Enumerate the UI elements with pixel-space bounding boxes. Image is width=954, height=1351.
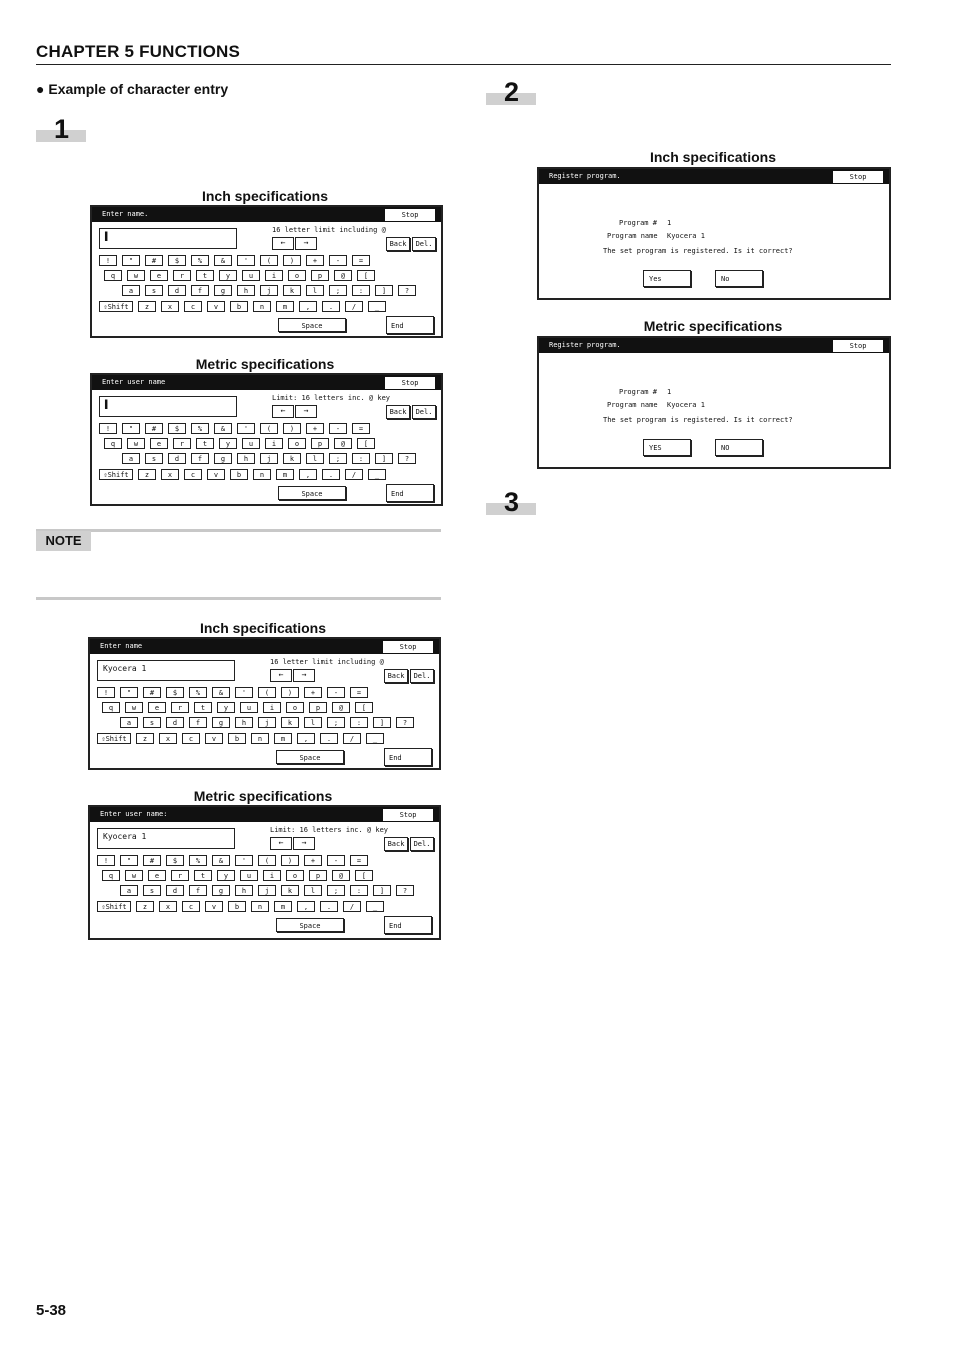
delete-button[interactable]: Del. <box>410 669 434 683</box>
name-input-field[interactable]: Kyocera 1 <box>97 828 235 849</box>
keyboard-key[interactable]: n <box>253 301 271 312</box>
keyboard-key[interactable]: = <box>350 855 368 866</box>
keyboard-key[interactable]: ( <box>258 855 276 866</box>
keyboard-key[interactable]: , <box>297 733 315 744</box>
keyboard-key[interactable]: r <box>173 438 191 449</box>
panel-title: Enter name <box>100 642 143 650</box>
keyboard-key[interactable]: x <box>159 733 177 744</box>
keyboard-key[interactable]: / <box>343 901 361 912</box>
keyboard-key[interactable]: m <box>276 469 294 480</box>
cursor-right-button[interactable]: → <box>293 837 315 850</box>
keyboard-key[interactable]: - <box>329 255 347 266</box>
keyboard-key[interactable]: , <box>299 301 317 312</box>
keyboard-key[interactable]: t <box>194 702 212 713</box>
keyboard-key[interactable]: ; <box>329 453 347 464</box>
keyboard-key[interactable]: y <box>217 702 235 713</box>
keyboard-key[interactable]: j <box>260 285 278 296</box>
stop-button[interactable]: Stop <box>383 641 433 653</box>
keyboard-key[interactable]: @ <box>332 702 350 713</box>
cursor-right-button[interactable]: → <box>295 405 317 418</box>
keyboard-key[interactable]: ( <box>260 423 278 434</box>
note-label: NOTE <box>36 531 91 551</box>
keyboard-key[interactable]: q <box>102 702 120 713</box>
stop-button[interactable]: Stop <box>385 377 435 389</box>
header-rule <box>36 64 891 65</box>
program-number-value: 1 <box>667 388 672 396</box>
keyboard-key[interactable]: k <box>283 453 301 464</box>
keyboard-key[interactable]: o <box>286 702 304 713</box>
caption-metric-2: Metric specifications <box>193 788 333 804</box>
keyboard-key[interactable]: v <box>207 469 225 480</box>
keyboard-key[interactable]: q <box>104 270 122 281</box>
keyboard-key[interactable]: g <box>214 453 232 464</box>
note-top-rule <box>36 529 441 532</box>
keyboard-key[interactable]: _ <box>366 901 384 912</box>
keyboard-key[interactable]: l <box>306 285 324 296</box>
keyboard-key[interactable]: - <box>327 687 345 698</box>
keyboard-key[interactable]: q <box>102 870 120 881</box>
shift-icon: ⇧ <box>103 303 108 311</box>
keyboard-key[interactable]: # <box>143 687 161 698</box>
keyboard-key[interactable]: m <box>274 733 292 744</box>
keyboard-key[interactable]: z <box>138 469 156 480</box>
section-title: ● Example of character entry <box>36 81 229 97</box>
keyboard-key[interactable]: ? <box>396 717 414 728</box>
keyboard-key[interactable]: % <box>189 687 207 698</box>
keyboard-key[interactable]: ] <box>373 717 391 728</box>
step-marker-2 <box>486 77 536 107</box>
delete-button[interactable]: Del. <box>410 837 434 851</box>
keyboard-key[interactable]: h <box>235 885 253 896</box>
caption-inch-3: Inch specifications <box>649 149 777 165</box>
keyboard-key[interactable]: c <box>182 901 200 912</box>
keyboard-key[interactable]: a <box>122 453 140 464</box>
keyboard-key[interactable]: e <box>150 438 168 449</box>
keyboard-key[interactable]: n <box>251 901 269 912</box>
panel-title: Enter user name: <box>100 810 168 818</box>
yes-button[interactable]: YES <box>643 439 691 456</box>
keyboard-key[interactable]: $ <box>166 687 184 698</box>
keyboard-key[interactable]: o <box>286 870 304 881</box>
keyboard-key[interactable]: r <box>173 270 191 281</box>
shift-key[interactable] <box>97 901 131 912</box>
panel-title-bar <box>539 338 889 353</box>
keyboard-key[interactable]: : <box>352 285 370 296</box>
keyboard-key[interactable]: b <box>230 469 248 480</box>
stop-button[interactable]: Stop <box>383 809 433 821</box>
panel-title: Enter name. <box>102 210 149 218</box>
keyboard-key[interactable]: % <box>191 423 209 434</box>
cursor-left-button[interactable]: ← <box>270 837 292 850</box>
keyboard-key[interactable]: f <box>189 717 207 728</box>
shift-key[interactable] <box>99 301 133 312</box>
keyboard-key[interactable]: ) <box>283 255 301 266</box>
program-number-label: Program # <box>619 219 657 227</box>
keyboard-key[interactable]: # <box>143 855 161 866</box>
keyboard-key[interactable]: b <box>230 301 248 312</box>
entry-panel-metric <box>90 373 443 506</box>
space-key[interactable]: Space <box>278 486 346 500</box>
keyboard-key[interactable]: # <box>145 423 163 434</box>
shift-key[interactable] <box>99 469 133 480</box>
keyboard-key[interactable]: d <box>166 885 184 896</box>
panel-title-bar <box>539 169 889 184</box>
keyboard-key[interactable]: u <box>242 438 260 449</box>
space-key[interactable]: Space <box>278 318 346 332</box>
shift-label: Shift <box>107 471 129 479</box>
panel-title-bar <box>92 207 441 222</box>
keyboard-key[interactable]: = <box>350 687 368 698</box>
keyboard-key[interactable]: e <box>150 270 168 281</box>
keyboard-key[interactable]: ! <box>97 855 115 866</box>
keyboard-key[interactable]: r <box>171 702 189 713</box>
keyboard-key[interactable]: l <box>306 453 324 464</box>
caption-metric-3: Metric specifications <box>643 318 783 334</box>
keyboard-key[interactable]: ! <box>97 687 115 698</box>
no-button[interactable]: No <box>715 270 763 287</box>
limit-note: 16 letter limit including @ <box>272 226 386 234</box>
keyboard-key[interactable]: t <box>196 438 214 449</box>
keyboard-key[interactable]: # <box>145 255 163 266</box>
keyboard-key[interactable]: j <box>258 717 276 728</box>
cursor-right-button[interactable]: → <box>295 237 317 250</box>
keyboard-key[interactable]: a <box>120 885 138 896</box>
keyboard-key[interactable]: w <box>125 870 143 881</box>
delete-button[interactable]: Del. <box>412 237 436 251</box>
keyboard-key[interactable]: : <box>352 453 370 464</box>
back-button[interactable]: Back <box>386 405 410 419</box>
keyboard-key[interactable]: h <box>237 285 255 296</box>
keyboard-key[interactable]: / <box>343 733 361 744</box>
keyboard-key[interactable]: ; <box>329 285 347 296</box>
keyboard-key[interactable]: q <box>104 438 122 449</box>
keyboard-key[interactable]: @ <box>334 438 352 449</box>
step-number: 2 <box>504 77 520 107</box>
keyboard-key[interactable]: n <box>251 733 269 744</box>
keyboard-key[interactable]: v <box>205 901 223 912</box>
keyboard-key[interactable]: + <box>306 423 324 434</box>
caption-inch-1: Inch specifications <box>201 188 329 204</box>
keyboard-key[interactable]: ) <box>283 423 301 434</box>
keyboard-key[interactable]: & <box>214 255 232 266</box>
keyboard-key[interactable]: l <box>304 885 322 896</box>
keyboard-key[interactable]: : <box>350 885 368 896</box>
name-input-field[interactable]: Kyocera 1 <box>97 660 235 681</box>
program-number-value: 1 <box>667 219 672 227</box>
cursor-left-button[interactable]: ← <box>270 669 292 682</box>
entry-panel-inch-filled <box>88 637 441 770</box>
back-button[interactable]: Back <box>384 669 408 683</box>
keyboard-key[interactable]: s <box>145 285 163 296</box>
end-button[interactable]: End <box>386 484 434 502</box>
keyboard-key[interactable]: " <box>122 255 140 266</box>
keyboard-key[interactable]: w <box>127 270 145 281</box>
step-number: 3 <box>504 487 520 517</box>
panel-title: Register program. <box>549 341 621 349</box>
keyboard-key[interactable]: " <box>122 423 140 434</box>
keyboard-key[interactable]: [ <box>357 270 375 281</box>
keyboard-key[interactable]: j <box>260 453 278 464</box>
keyboard-key[interactable]: + <box>306 255 324 266</box>
keyboard-key[interactable]: g <box>212 885 230 896</box>
keyboard-key[interactable]: b <box>228 733 246 744</box>
keyboard-key[interactable]: e <box>148 870 166 881</box>
space-key[interactable]: Space <box>276 918 344 932</box>
shift-key[interactable] <box>97 733 131 744</box>
keyboard-key[interactable]: ; <box>327 717 345 728</box>
space-key[interactable]: Space <box>276 750 344 764</box>
keyboard-key[interactable]: & <box>212 855 230 866</box>
keyboard-key[interactable]: v <box>207 301 225 312</box>
end-button[interactable]: End <box>386 316 434 334</box>
keyboard-key[interactable]: j <box>258 885 276 896</box>
keyboard-key[interactable]: - <box>327 855 345 866</box>
caption-metric-1: Metric specifications <box>195 356 335 372</box>
keyboard-key[interactable]: % <box>189 855 207 866</box>
cursor-left-button[interactable]: ← <box>272 237 294 250</box>
keyboard-key[interactable]: ? <box>398 285 416 296</box>
keyboard-key[interactable]: x <box>159 901 177 912</box>
keyboard-key[interactable]: ? <box>396 885 414 896</box>
entry-panel-inch <box>90 205 443 338</box>
stop-button[interactable]: Stop <box>833 340 883 352</box>
keyboard-key[interactable]: ] <box>373 885 391 896</box>
panel-title-bar <box>90 807 439 822</box>
keyboard-key[interactable]: $ <box>166 855 184 866</box>
keyboard-key[interactable]: h <box>235 717 253 728</box>
entry-panel-metric-filled <box>88 805 441 940</box>
keyboard-key[interactable]: = <box>352 255 370 266</box>
keyboard-key[interactable]: ' <box>237 423 255 434</box>
step-number: 1 <box>54 114 70 144</box>
keyboard-key[interactable]: s <box>143 885 161 896</box>
keyboard-key[interactable]: y <box>217 870 235 881</box>
end-button[interactable]: End <box>384 916 432 934</box>
keyboard-key[interactable]: : <box>350 717 368 728</box>
keyboard-key[interactable]: v <box>205 733 223 744</box>
shift-label: Shift <box>105 735 127 743</box>
keyboard-key[interactable]: [ <box>357 438 375 449</box>
program-name-label: Program name <box>607 232 658 240</box>
confirm-question: The set program is registered. Is it correct? <box>603 416 793 424</box>
keyboard-key[interactable]: u <box>240 702 258 713</box>
keyboard-key[interactable]: a <box>120 717 138 728</box>
panel-title: Enter user name <box>102 378 166 386</box>
keyboard-key[interactable]: / <box>345 469 363 480</box>
no-button[interactable]: NO <box>715 439 763 456</box>
step-marker-3 <box>486 487 536 517</box>
keyboard-key[interactable]: b <box>228 901 246 912</box>
keyboard-key[interactable]: [ <box>355 870 373 881</box>
keyboard-key[interactable]: [ <box>355 702 373 713</box>
keyboard-key[interactable]: l <box>304 717 322 728</box>
keyboard-key[interactable]: x <box>161 301 179 312</box>
keyboard-key[interactable]: y <box>219 438 237 449</box>
shift-icon: ⇧ <box>103 471 108 479</box>
keyboard-key[interactable]: t <box>196 270 214 281</box>
end-button[interactable]: End <box>384 748 432 766</box>
keyboard-key[interactable]: c <box>184 469 202 480</box>
keyboard-key[interactable]: % <box>191 255 209 266</box>
keyboard-key[interactable]: g <box>212 717 230 728</box>
keyboard-key[interactable]: ] <box>375 453 393 464</box>
caption-inch-2: Inch specifications <box>199 620 327 636</box>
keyboard-key[interactable]: r <box>171 870 189 881</box>
register-panel-inch <box>537 167 891 300</box>
keyboard-key[interactable]: s <box>145 453 163 464</box>
stop-button[interactable]: Stop <box>833 171 883 183</box>
section-title-text: Example of character entry <box>48 81 229 97</box>
keyboard-key[interactable]: = <box>352 423 370 434</box>
keyboard-key[interactable]: ' <box>237 255 255 266</box>
back-button[interactable]: Back <box>384 837 408 851</box>
cursor-left-button[interactable]: ← <box>272 405 294 418</box>
keyboard-key[interactable]: . <box>320 733 338 744</box>
keyboard-key[interactable]: ' <box>235 855 253 866</box>
keyboard-key[interactable]: f <box>191 453 209 464</box>
keyboard-key[interactable]: k <box>281 717 299 728</box>
name-input-field[interactable]: ▌ <box>99 396 237 417</box>
keyboard-key[interactable]: d <box>168 453 186 464</box>
keyboard-key[interactable]: d <box>168 285 186 296</box>
keyboard-key[interactable]: d <box>166 717 184 728</box>
keyboard-key[interactable]: p <box>309 702 327 713</box>
shift-label: Shift <box>107 303 129 311</box>
keyboard-key[interactable]: _ <box>368 301 386 312</box>
keyboard-key[interactable]: ? <box>398 453 416 464</box>
keyboard-key[interactable]: w <box>125 702 143 713</box>
panel-title: Register program. <box>549 172 621 180</box>
keyboard-key[interactable]: i <box>265 270 283 281</box>
keyboard-key[interactable]: + <box>304 687 322 698</box>
keyboard-key[interactable]: m <box>276 301 294 312</box>
keyboard-key[interactable]: & <box>214 423 232 434</box>
stop-button[interactable]: Stop <box>385 209 435 221</box>
limit-note: Limit: 16 letters inc. @ key <box>270 826 389 834</box>
keyboard-key[interactable]: z <box>136 733 154 744</box>
program-number-label: Program # <box>619 388 657 396</box>
keyboard-key[interactable]: x <box>161 469 179 480</box>
shift-icon: ⇧ <box>101 735 106 743</box>
keyboard-key[interactable]: a <box>122 285 140 296</box>
keyboard-key[interactable]: g <box>214 285 232 296</box>
limit-note: 16 letter limit including @ <box>270 658 384 666</box>
keyboard-key[interactable]: ] <box>375 285 393 296</box>
step-marker-1 <box>36 114 86 144</box>
keyboard-key[interactable]: n <box>253 469 271 480</box>
panel-title-bar <box>90 639 439 654</box>
keyboard-key[interactable]: i <box>263 870 281 881</box>
note-bottom-rule <box>36 597 441 600</box>
keyboard-key[interactable]: @ <box>334 270 352 281</box>
keyboard-key[interactable]: u <box>242 270 260 281</box>
keyboard-key[interactable]: o <box>288 270 306 281</box>
keyboard-key[interactable]: + <box>304 855 322 866</box>
keyboard-key[interactable]: z <box>138 301 156 312</box>
keyboard-key[interactable]: w <box>127 438 145 449</box>
keyboard-key[interactable]: ) <box>281 855 299 866</box>
keyboard-key[interactable]: k <box>281 885 299 896</box>
name-input-field[interactable]: ▌ <box>99 228 237 249</box>
program-name-value: Kyocera 1 <box>667 232 705 240</box>
keyboard-key[interactable]: i <box>265 438 283 449</box>
keyboard-key[interactable]: y <box>219 270 237 281</box>
keyboard-key[interactable]: i <box>263 702 281 713</box>
keyboard-key[interactable]: / <box>345 301 363 312</box>
keyboard-key[interactable]: " <box>120 855 138 866</box>
keyboard-key[interactable]: ! <box>99 255 117 266</box>
keyboard-key[interactable]: . <box>322 469 340 480</box>
keyboard-key[interactable]: h <box>237 453 255 464</box>
shift-icon: ⇧ <box>101 903 106 911</box>
keyboard-key[interactable]: c <box>184 301 202 312</box>
keyboard-key[interactable]: m <box>274 901 292 912</box>
keyboard-key[interactable]: ( <box>258 687 276 698</box>
keyboard-key[interactable]: k <box>283 285 301 296</box>
keyboard-key[interactable]: f <box>189 885 207 896</box>
delete-button[interactable]: Del. <box>412 405 436 419</box>
keyboard-key[interactable]: s <box>143 717 161 728</box>
keyboard-key[interactable]: . <box>320 901 338 912</box>
register-panel-metric <box>537 336 891 469</box>
keyboard-key[interactable]: $ <box>168 423 186 434</box>
keyboard-key[interactable]: $ <box>168 255 186 266</box>
page-number: 5-38 <box>36 1302 67 1319</box>
keyboard-key[interactable]: , <box>297 901 315 912</box>
keyboard-key[interactable]: o <box>288 438 306 449</box>
keyboard-key[interactable]: ; <box>327 885 345 896</box>
confirm-question: The set program is registered. Is it correct? <box>603 247 793 255</box>
cursor-right-button[interactable]: → <box>293 669 315 682</box>
keyboard-key[interactable]: _ <box>366 733 384 744</box>
keyboard-key[interactable]: , <box>299 469 317 480</box>
back-button[interactable]: Back <box>386 237 410 251</box>
program-name-value: Kyocera 1 <box>667 401 705 409</box>
program-name-label: Program name <box>607 401 658 409</box>
keyboard-key[interactable]: p <box>309 870 327 881</box>
keyboard-key[interactable]: ! <box>99 423 117 434</box>
keyboard-key[interactable]: ' <box>235 687 253 698</box>
shift-label: Shift <box>105 903 127 911</box>
keyboard-key[interactable]: c <box>182 733 200 744</box>
keyboard-key[interactable]: _ <box>368 469 386 480</box>
keyboard-key[interactable]: - <box>329 423 347 434</box>
keyboard-key[interactable]: & <box>212 687 230 698</box>
keyboard-key[interactable]: p <box>311 438 329 449</box>
keyboard-key[interactable]: e <box>148 702 166 713</box>
keyboard-key[interactable]: t <box>194 870 212 881</box>
keyboard-key[interactable]: z <box>136 901 154 912</box>
keyboard-key[interactable]: u <box>240 870 258 881</box>
keyboard-key[interactable]: f <box>191 285 209 296</box>
keyboard-key[interactable]: . <box>322 301 340 312</box>
limit-note: Limit: 16 letters inc. @ key <box>272 394 391 402</box>
keyboard-key[interactable]: ( <box>260 255 278 266</box>
keyboard-key[interactable]: " <box>120 687 138 698</box>
keyboard-key[interactable]: ) <box>281 687 299 698</box>
keyboard-key[interactable]: p <box>311 270 329 281</box>
chapter-title: CHAPTER 5 FUNCTIONS <box>36 42 241 61</box>
yes-button[interactable]: Yes <box>643 270 691 287</box>
keyboard-key[interactable]: @ <box>332 870 350 881</box>
panel-title-bar <box>92 375 441 390</box>
